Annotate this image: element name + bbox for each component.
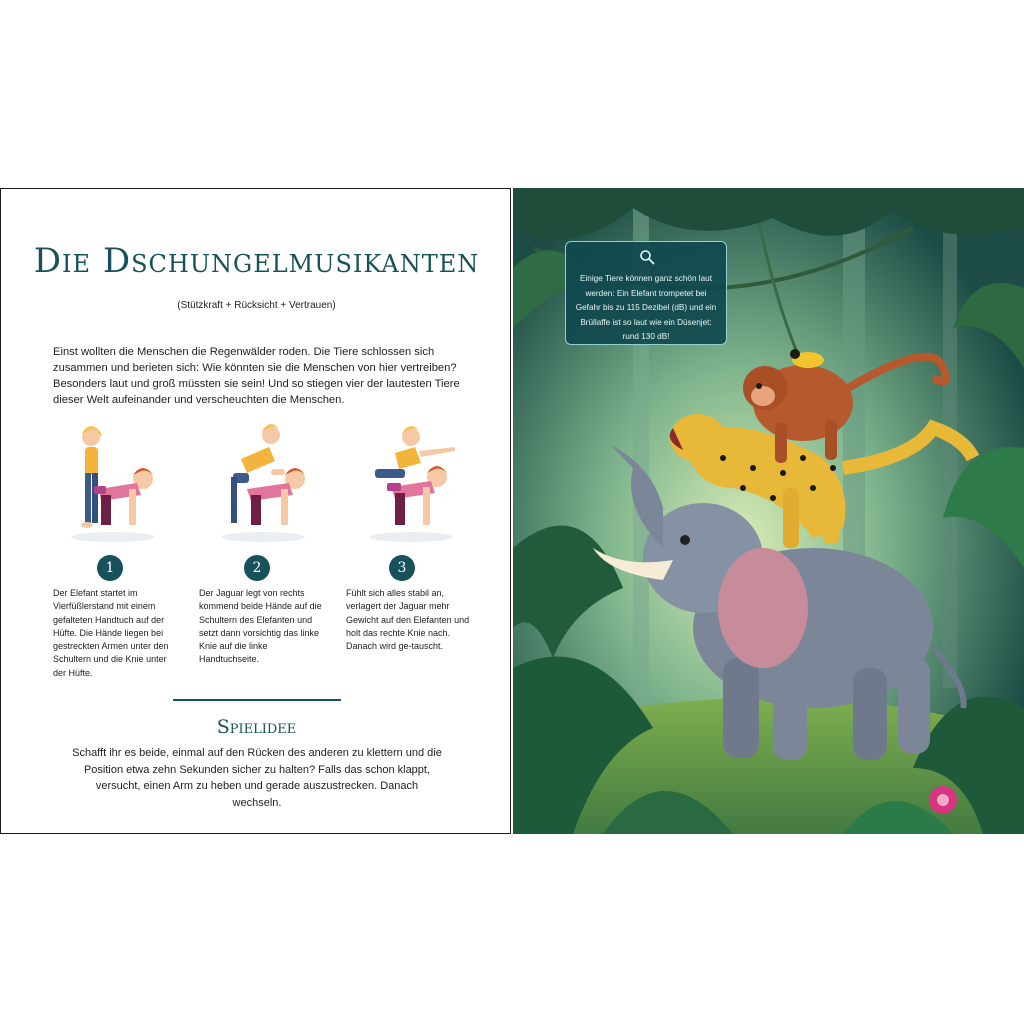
info-box (565, 241, 727, 345)
step-2-text: Der Jaguar legt von rechts kommend beide Hände auf die Schultern des Elefanten und setzt dann vorsichtig das linke Knie auf die linke Handtuchseite. (199, 588, 322, 665)
step-1-number: 1 (97, 555, 123, 581)
book-spread (0, 188, 1024, 834)
step-3-illustration (361, 417, 461, 547)
game-idea-title: Spielidee (216, 716, 297, 738)
page-title: Die Dschungelmusikanten (33, 241, 480, 281)
page-subtitle: (Stützkraft + Rücksicht + Vertrauen) (177, 300, 336, 311)
game-idea-text: Schafft ihr es beide, einmal auf den Rücken des anderen zu klettern und die Position etwa zehn Sekunden sicher zu halten? Falls das schon klappt, versucht, einen Arm zu heben und gerade auszustrecken. Danach wechseln. (72, 747, 442, 809)
step-3-text: Fühlt sich alles stabil an, verlagert der Jaguar mehr Gewicht auf den Elefanten und holt das rechte Knie nach. Danach wird ge-tauscht. (346, 588, 470, 652)
step-1-text: Der Elefant startet im Vierfüßlerstand mit einem gefalteten Handtuch auf der Hüfte. Die Hände liegen bei gestreckten Armen unter den Schultern und die Knie unter der Hüfte. (53, 588, 169, 678)
left-page (0, 188, 511, 834)
step-2-number: 2 (244, 555, 270, 581)
magnifier-icon (639, 249, 655, 265)
section-divider (173, 699, 341, 701)
step-3-number: 3 (389, 555, 415, 581)
intro-paragraph: Einst wollten die Menschen die Regenwälder roden. Die Tiere schlossen sich zusammen und berieten sich: Wie könnten sie die Menschen von hier vertreiben? Besonders laut und groß müssten sie sein! Und so stiegen vier der lautesten Tiere dieser Welt aufeinander und verscheuchten die Menschen. (53, 346, 460, 406)
right-page (513, 188, 1024, 834)
step-1-illustration (61, 417, 161, 547)
step-2-illustration (211, 417, 311, 547)
info-text: Einige Tiere können ganz schön laut werden: Ein Elefant trompetet bei Gefahr bis zu 115 Dezibel (dB) und ein Brüllaffe ist so laut wie ein Düsenjet: rund 130 dB! (575, 274, 717, 342)
